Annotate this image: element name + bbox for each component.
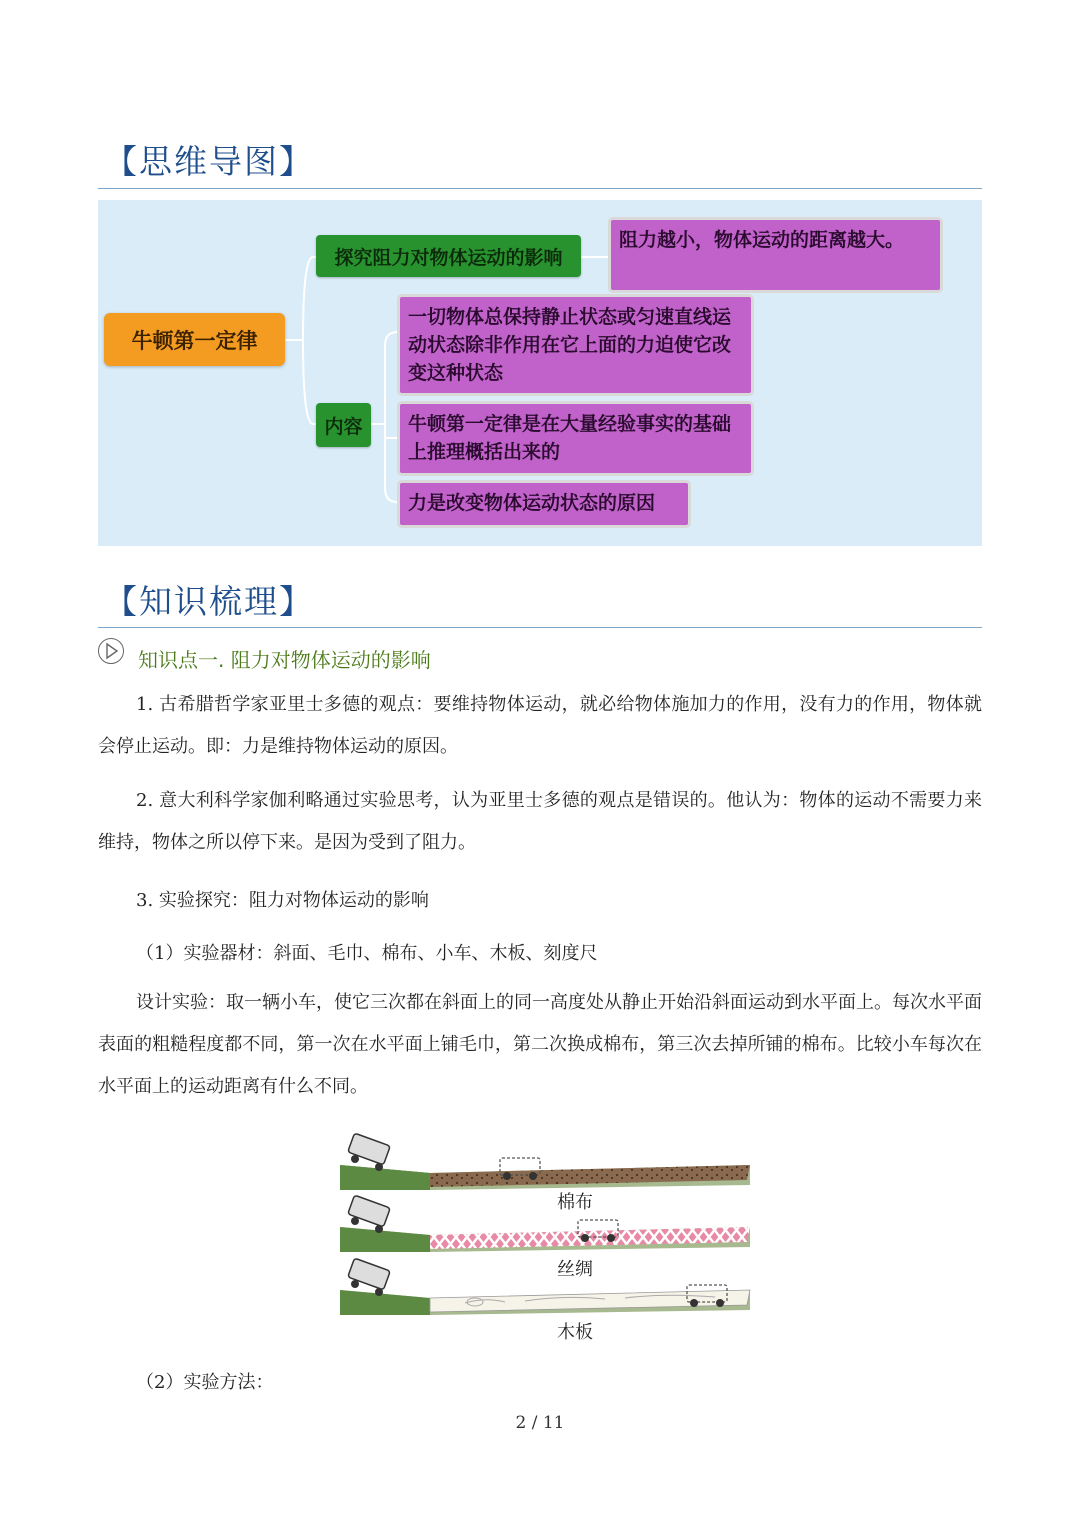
connector-leaf3	[385, 346, 397, 502]
ramp-wood	[340, 1258, 750, 1315]
play-circle-icon	[98, 638, 124, 664]
leaf-node-force-cause: 力是改变物体运动状态的原因	[397, 480, 691, 528]
paragraph-experiment-heading: 3. 实验探究：阻力对物体运动的影响	[136, 890, 429, 911]
section-divider	[98, 188, 982, 189]
connector-root-branch1	[285, 257, 316, 340]
paragraph-aristotle	[98, 684, 982, 768]
experiment-figure	[335, 1125, 755, 1347]
branch-node-content: 内容	[316, 403, 371, 447]
leaf-node-derivation: 牛顿第一定律是在大量经验事实的基础上推理概括出来的	[397, 401, 754, 476]
connector-leaf1	[385, 332, 397, 346]
connector-root-branch2	[285, 340, 316, 424]
figure-label-cloth: 棉布	[557, 1192, 593, 1213]
ramp-silk	[340, 1195, 750, 1252]
ramp-cloth	[340, 1133, 750, 1190]
knowledge-point-title: 知识点一. 阻力对物体运动的影响	[138, 648, 431, 672]
leaf-node-conclusion: 阻力越小，物体运动的距离越大。	[608, 217, 943, 293]
leaf-node-statement: 一切物体总保持静止状态或匀速直线运动状态除非作用在它上面的力迫使它改变这种状态	[397, 294, 754, 396]
paragraph-text: 1. 古希腊哲学家亚里士多德的观点：要维持物体运动，就必给物体施加力的作用，没有力的作用，物体就会停止运动。即：力是维持物体运动的原因。	[98, 694, 982, 757]
knowledge-section-title: 【知识梳理】	[104, 582, 314, 621]
paragraph-design	[98, 982, 982, 1108]
paragraph-equipment: （1）实验器材：斜面、毛巾、棉布、小车、木板、刻度尺	[136, 943, 598, 964]
section-divider	[98, 627, 982, 628]
figure-label-wood: 木板	[557, 1322, 593, 1343]
paragraph-text: 设计实验：取一辆小车，使它三次都在斜面上的同一高度处从静止开始沿斜面运动到水平面上。每次水平面表面的粗糙程度都不同，第一次在水平面上铺毛巾，第二次换成棉布，第三次去掉所铺的棉布。比较小车每次在水平面上的运动距离有什么不同。	[98, 992, 982, 1097]
car-icon	[348, 1133, 391, 1171]
mind-map	[98, 200, 982, 546]
branch-node-experiment: 探究阻力对物体运动的影响	[316, 235, 581, 277]
mindmap-section-title: 【思维导图】	[104, 142, 314, 181]
paragraph-galileo	[98, 780, 982, 864]
paragraph-text: 2. 意大利科学家伽利略通过实验思考，认为亚里士多德的观点是错误的。他认为：物体的运动不需要力来维持，物体之所以停下来。是因为受到了阻力。	[98, 790, 982, 853]
car-icon	[348, 1195, 391, 1233]
root-node: 牛顿第一定律	[104, 313, 285, 366]
car-icon	[348, 1258, 391, 1296]
figure-label-silk: 丝绸	[557, 1259, 593, 1280]
page-number: 2 / 11	[515, 1413, 565, 1433]
paragraph-method: （2）实验方法：	[136, 1372, 274, 1393]
